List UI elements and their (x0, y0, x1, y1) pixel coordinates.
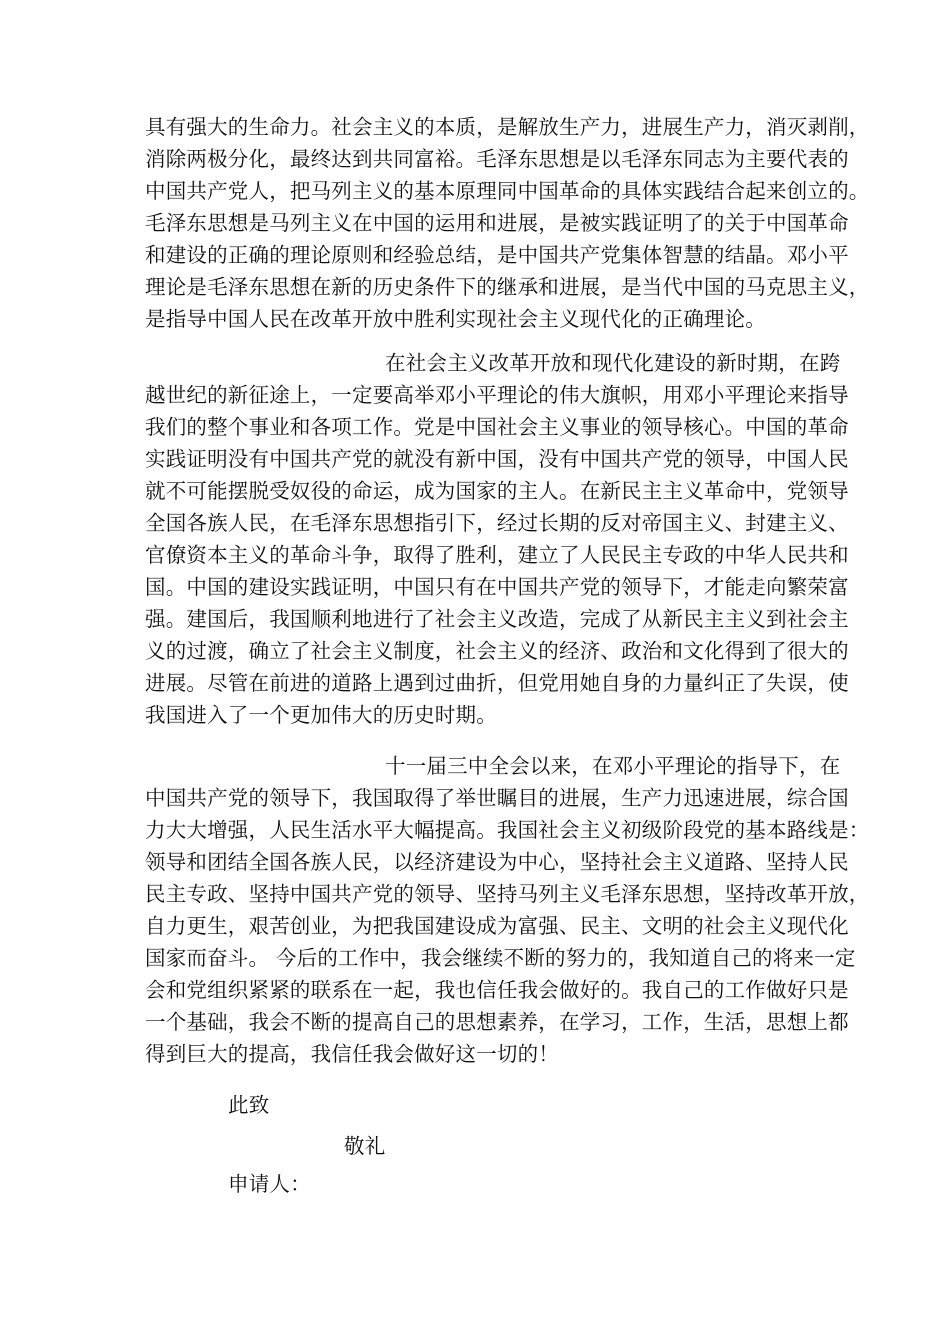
text-line: 全国各族人民，在毛泽东思想指引下，经过长期的反对帝国主义、封建主义、 (145, 511, 849, 535)
text-line: 一个基础，我会不断的提高自己的思想素养，在学习，工作，生活，思想上都 (145, 1010, 849, 1034)
text-line: 会和党组织紧紧的联系在一起，我也信任我会做好的。我自己的工作做好只是 (145, 978, 849, 1002)
text-line: 理论是毛泽东思想在新的历史条件下的继承和进展，是当代中国的马克思主义， (145, 275, 870, 299)
text-line: 毛泽东思想是马列主义在中国的运用和进展，是被实践证明了的关于中国革命 (145, 211, 849, 235)
text-line: 自力更生，艰苦创业，为把我国建设成为富强、民主、文明的社会主义现代化 (145, 914, 849, 938)
text-line: 进展。尽管在前进的道路上遇到过曲折，但党用她自身的力量纠正了失误，使 (145, 671, 849, 695)
text-line: 国。中国的建设实践证明，中国只有在中国共产党的领导下，才能走向繁荣富 (145, 575, 849, 599)
text-line: 就不可能摆脱受奴役的命运，成为国家的主人。在新民主主义革命中，党领导 (145, 479, 849, 503)
text-line: 具有强大的生命力。社会主义的本质，是解放生产力，进展生产力，消灭剥削， (145, 115, 870, 139)
text-line: 在社会主义改革开放和现代化建设的新时期，在跨 (385, 351, 841, 375)
applicant-label: 申请人： (228, 1172, 311, 1196)
text-line: 民主专政、坚持中国共产党的领导、坚持马列主义毛泽东思想，坚持改革开放， (145, 882, 870, 906)
text-line: 得到巨大的提高，我信任我会做好这一切的！ (145, 1042, 559, 1066)
text-line: 官僚资本主义的革命斗争，取得了胜利，建立了人民民主专政的中华人民共和 (145, 543, 849, 567)
text-line: 和建设的正确的理论原则和经验总结，是中国共产党集体智慧的结晶。邓小平 (145, 243, 849, 267)
text-line: 越世纪的新征途上，一定要高举邓小平理论的伟大旗帜，用邓小平理论来指导 (145, 383, 849, 407)
text-line: 中国共产党人，把马列主义的基本原理同中国革命的具体实践结合起来创立的。 (145, 179, 870, 203)
text-line: 是指导中国人民在改革开放中胜利实现社会主义现代化的正确理论。 (145, 307, 766, 331)
text-line: 十一届三中全会以来，在邓小平理论的指导下，在 (385, 754, 841, 778)
text-line: 国家而奋斗。 今后的工作中，我会继续不断的努力的，我知道自己的将来一定 (145, 946, 856, 970)
text-line: 我们的整个事业和各项工作。党是中国社会主义事业的领导核心。中国的革命 (145, 415, 849, 439)
text-line: 我国进入了一个更加伟大的历史时期。 (145, 703, 497, 727)
text-line: 中国共产党的领导下，我国取得了举世瞩目的进展，生产力迅速进展，综合国 (145, 786, 849, 810)
text-line: 领导和团结全国各族人民，以经济建设为中心，坚持社会主义道路、坚持人民 (145, 850, 849, 874)
text-line: 义的过渡，确立了社会主义制度，社会主义的经济、政治和文化得到了很大的 (145, 639, 849, 663)
text-line: 力大大增强，人民生活水平大幅提高。我国社会主义初级阶段党的基本路线是： (145, 818, 870, 842)
text-line: 消除两极分化，最终达到共同富裕。毛泽东思想是以毛泽东同志为主要代表的 (145, 147, 849, 171)
text-line: 实践证明没有中国共产党的就没有新中国，没有中国共产党的领导，中国人民 (145, 447, 849, 471)
closing-greeting: 此致 (228, 1093, 270, 1117)
closing-salute: 敬礼 (344, 1134, 386, 1158)
text-line: 强。建国后，我国顺利地进行了社会主义改造，完成了从新民主主义到社会主 (145, 607, 849, 631)
